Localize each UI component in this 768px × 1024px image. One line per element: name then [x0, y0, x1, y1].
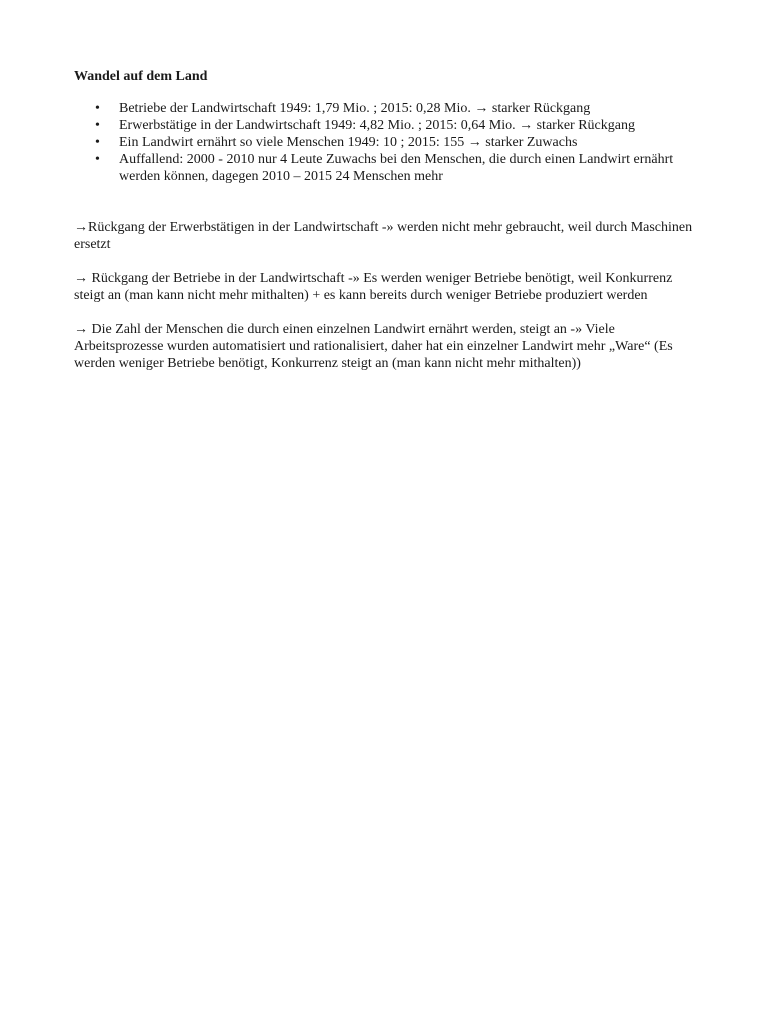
bullet-item: [74, 134, 694, 151]
bullet-list: [74, 100, 694, 185]
bullet-item: [74, 151, 694, 185]
bullet-item: [74, 100, 694, 117]
bullet-dot-icon: •: [95, 152, 100, 167]
bullet-text: Ein Landwirt ernährt so viele Menschen 1949: 10 ; 2015: 155 → starker Zuwachs: [119, 135, 578, 150]
bullet-dot-icon: •: [95, 118, 100, 133]
paragraph-workers: →Rückgang der Erwerbstätigen in der Landwirtschaft -» werden nicht mehr gebraucht, weil durch Maschinen ersetzt: [74, 220, 693, 252]
bullet-text: Erwerbstätige in der Landwirtschaft 1949: 4,82 Mio. ; 2015: 0,64 Mio. → starker Rückgang: [119, 118, 635, 133]
document-body: [74, 68, 694, 389]
bullet-text: Betriebe der Landwirtschaft 1949: 1,79 Mio. ; 2015: 0,28 Mio. → starker Rückgang: [119, 101, 591, 116]
bullet-text: Auffallend: 2000 - 2010 nur 4 Leute Zuwachs bei den Menschen, die durch einen Landwirt ernährt werden können, dagegen 2010 – 2015 24 Menschen mehr: [119, 152, 674, 184]
document-title: Wandel auf dem Land: [74, 69, 208, 84]
paragraph-farms: → Rückgang der Betriebe in der Landwirtschaft -» Es werden weniger Betriebe benötigt, weil Konkurrenz steigt an (man kann nicht mehr mithalten) + es kann bereits durch weniger Betriebe produziert werden: [74, 271, 673, 303]
bullet-dot-icon: •: [95, 135, 100, 150]
bullet-item: [74, 117, 694, 134]
paragraph-people-fed: → Die Zahl der Menschen die durch einen einzelnen Landwirt ernährt werden, steigt an -» Viele Arbeitsprozesse wurden automatisiert und rationalisiert, daher hat ein einzelner Landwirt mehr „Ware“ (Es werden weniger Betriebe benötigt, Konkurrenz steigt an (man kann nicht mehr mithalten)): [74, 322, 673, 371]
bullet-dot-icon: •: [95, 101, 100, 116]
section-spacer: [74, 185, 694, 219]
